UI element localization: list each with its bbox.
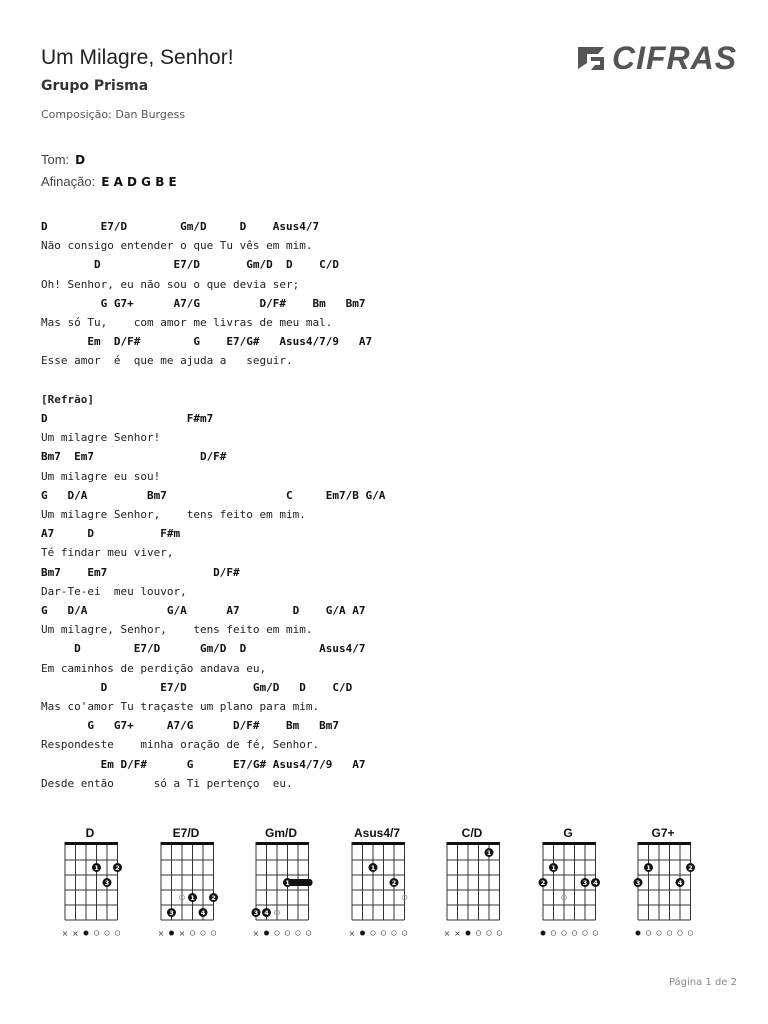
finger-number: 4 bbox=[200, 909, 206, 917]
tuning-info bbox=[41, 174, 177, 189]
artist-name[interactable]: Grupo Prisma bbox=[41, 78, 149, 94]
finger-number: 1 bbox=[486, 849, 492, 857]
finger-number: 2 bbox=[688, 864, 693, 872]
chord-line[interactable]: Bm7 Em7 D/F# bbox=[41, 450, 227, 464]
open-string-mark bbox=[381, 931, 386, 936]
chord-line[interactable]: D E7/D Gm/D D Asus4/7 bbox=[41, 642, 366, 656]
chord-diagram-name: Asus4/7 bbox=[353, 826, 401, 840]
open-string-mark bbox=[190, 931, 195, 936]
muted-string-mark: × bbox=[61, 929, 69, 938]
nut bbox=[447, 842, 501, 845]
finger-number: 3 bbox=[635, 879, 641, 887]
lyric-line: Oh! Senhor, eu não sou o que devia ser; bbox=[41, 277, 300, 291]
chord-line[interactable]: G D/A Bm7 C Em7/B G/A bbox=[41, 488, 386, 502]
blank-line bbox=[41, 371, 385, 390]
open-string-mark bbox=[306, 931, 311, 936]
open-string-mark bbox=[402, 931, 407, 936]
tom-value[interactable]: D bbox=[75, 153, 86, 167]
open-string-mark bbox=[688, 931, 693, 936]
chord-diagram-name: E7/D bbox=[172, 826, 200, 840]
lyric-line: Mas co'amor Tu traçaste um plano para mim. bbox=[41, 700, 320, 714]
fretboard-grid bbox=[55, 840, 125, 940]
chord-diagram-name: G bbox=[563, 826, 573, 840]
lyric-line: Não consigo entender o que Tu vês em mim. bbox=[41, 239, 313, 253]
fretboard-grid bbox=[628, 840, 698, 940]
lyric-line: Em caminhos de perdição andava eu, bbox=[41, 661, 267, 675]
finger-number: 2 bbox=[540, 879, 546, 887]
nut bbox=[65, 842, 119, 845]
cifras-logo-icon bbox=[576, 43, 606, 73]
finger-number: 3 bbox=[104, 879, 110, 887]
chord-line[interactable]: A7 D F#m bbox=[41, 527, 181, 541]
page-number: Página 1 de 2 bbox=[668, 977, 737, 988]
afinacao-value: E A D G B E bbox=[101, 175, 177, 189]
open-string-mark bbox=[476, 931, 481, 936]
open-string-mark bbox=[678, 931, 683, 936]
lyric-line: Esse amor é que me ajuda a seguir. bbox=[41, 354, 293, 368]
open-string-mark bbox=[285, 931, 290, 936]
logo-text: CIFRAS bbox=[612, 40, 738, 76]
open-string-mark bbox=[551, 931, 556, 936]
nut bbox=[638, 842, 692, 845]
finger-number: 3 bbox=[253, 909, 259, 917]
lyric-line: Um milagre Senhor, tens feito em mim. bbox=[41, 508, 306, 522]
lyric-line: Mas só Tu, com amor me livras de meu mal. bbox=[41, 316, 333, 330]
tom-label: Tom: bbox=[41, 152, 70, 167]
finger-number: 4 bbox=[593, 879, 598, 887]
open-string-mark bbox=[583, 931, 588, 936]
section-label: [Refrão] bbox=[41, 392, 94, 406]
fretboard-grid bbox=[533, 840, 603, 940]
key-info bbox=[41, 152, 85, 167]
nut bbox=[161, 842, 215, 845]
open-string-mark bbox=[105, 931, 110, 936]
muted-string-mark: × bbox=[348, 929, 356, 938]
fretboard-grid bbox=[246, 840, 316, 940]
chord-diagram-name: C/D bbox=[461, 826, 483, 840]
open-string-mark bbox=[497, 931, 502, 936]
root-string-mark bbox=[360, 931, 365, 936]
muted-string-mark: × bbox=[157, 929, 165, 938]
open-string-mark bbox=[593, 931, 598, 936]
muted-string-mark: × bbox=[72, 929, 79, 938]
chord-line[interactable]: Em D/F# G E7/G# Asus4/7/9 A7 bbox=[41, 335, 373, 349]
open-string-mark bbox=[371, 931, 376, 936]
open-string-mark bbox=[392, 931, 397, 936]
root-string-mark bbox=[84, 931, 89, 936]
muted-string-mark: × bbox=[443, 929, 451, 938]
root-string-mark bbox=[466, 931, 471, 936]
fretboard-grid bbox=[342, 840, 412, 940]
open-string-mark bbox=[646, 931, 651, 936]
open-string-mark bbox=[211, 931, 216, 936]
lyric-line: Té findar meu viver, bbox=[41, 546, 174, 560]
finger-number: 1 bbox=[646, 864, 651, 872]
chord-line[interactable]: G D/A G/A A7 D G/A A7 bbox=[41, 604, 366, 618]
song-title: Um Milagre, Senhor! bbox=[41, 46, 234, 69]
finger-number: 1 bbox=[551, 864, 556, 872]
lyric-line: Dar-Te-ei meu louvor, bbox=[41, 584, 187, 598]
cifras-logo[interactable] bbox=[576, 42, 737, 74]
lyric-line: Desde então só a Ti pertenço eu. bbox=[41, 776, 293, 790]
nut bbox=[256, 842, 310, 845]
open-string-mark bbox=[115, 931, 120, 936]
finger-number: 3 bbox=[169, 909, 174, 917]
chord-diagram[interactable] bbox=[342, 826, 412, 941]
open-string-mark bbox=[275, 931, 280, 936]
lyric-line: Um milagre, Senhor, tens feito em mim. bbox=[41, 623, 313, 637]
open-string-mark bbox=[667, 931, 672, 936]
fretboard-grid bbox=[437, 840, 507, 940]
open-string-mark bbox=[562, 931, 567, 936]
finger-number: 1 bbox=[190, 894, 195, 902]
open-string-mark bbox=[201, 931, 206, 936]
chord-line[interactable]: G G7+ A7/G D/F# Bm Bm7 bbox=[41, 719, 340, 733]
chord-diagram-name: D bbox=[85, 826, 95, 840]
lyric-line: Um milagre eu sou! bbox=[41, 469, 161, 483]
chord-diagram[interactable] bbox=[55, 826, 125, 941]
nut bbox=[543, 842, 597, 845]
muted-string-mark: × bbox=[252, 929, 260, 938]
finger-number: 4 bbox=[677, 879, 683, 887]
chord-line[interactable]: D E7/D Gm/D D Asus4/7 bbox=[41, 220, 320, 233]
finger-number: 2 bbox=[391, 879, 397, 887]
chord-diagram[interactable] bbox=[628, 826, 698, 941]
lyric-line: Um milagre Senhor! bbox=[41, 431, 161, 445]
finger-number: 2 bbox=[115, 864, 120, 872]
root-string-mark bbox=[541, 931, 546, 936]
muted-string-mark: × bbox=[178, 929, 186, 938]
chord-diagram[interactable] bbox=[533, 826, 603, 941]
chord-line[interactable]: D F#m7 bbox=[41, 412, 214, 426]
root-string-mark bbox=[169, 931, 174, 936]
afinacao-label: Afinação: bbox=[41, 174, 96, 189]
chord-diagram[interactable] bbox=[437, 826, 507, 941]
open-string-mark bbox=[487, 931, 492, 936]
open-string-mark bbox=[296, 931, 301, 936]
chord-diagram-name: Gm/D bbox=[264, 826, 297, 840]
finger-number: 1 bbox=[285, 879, 290, 887]
muted-string-mark: × bbox=[454, 929, 461, 938]
chord-line[interactable]: Bm7 Em7 D/F# bbox=[41, 565, 240, 579]
nut bbox=[352, 842, 406, 845]
finger-number: 4 bbox=[264, 909, 269, 917]
chord-diagram[interactable] bbox=[246, 826, 316, 941]
root-string-mark bbox=[636, 931, 641, 936]
chord-diagram[interactable] bbox=[151, 826, 221, 941]
chord-sheet bbox=[41, 217, 385, 793]
lyric-line: Respondeste minha oração de fé, Senhor. bbox=[41, 738, 320, 752]
finger-number: 2 bbox=[211, 894, 216, 902]
composer-credit: Composição: Dan Burgess bbox=[41, 108, 186, 121]
chord-line[interactable]: G G7+ A7/G D/F# Bm Bm7 bbox=[41, 296, 366, 310]
open-string-mark bbox=[657, 931, 662, 936]
fretboard-grid bbox=[151, 840, 221, 940]
open-string-mark bbox=[94, 931, 99, 936]
open-string-mark bbox=[572, 931, 577, 936]
chord-line[interactable]: Em D/F# G E7/G# Asus4/7/9 A7 bbox=[41, 757, 366, 771]
chord-line[interactable]: D E7/D Gm/D D C/D bbox=[41, 680, 353, 694]
finger-number: 3 bbox=[582, 879, 588, 887]
finger-number: 1 bbox=[370, 864, 376, 872]
chord-line[interactable]: D E7/D Gm/D D C/D bbox=[41, 258, 340, 272]
chord-diagram-name: G7+ bbox=[651, 826, 675, 840]
root-string-mark bbox=[264, 931, 269, 936]
finger-number: 1 bbox=[94, 864, 99, 872]
